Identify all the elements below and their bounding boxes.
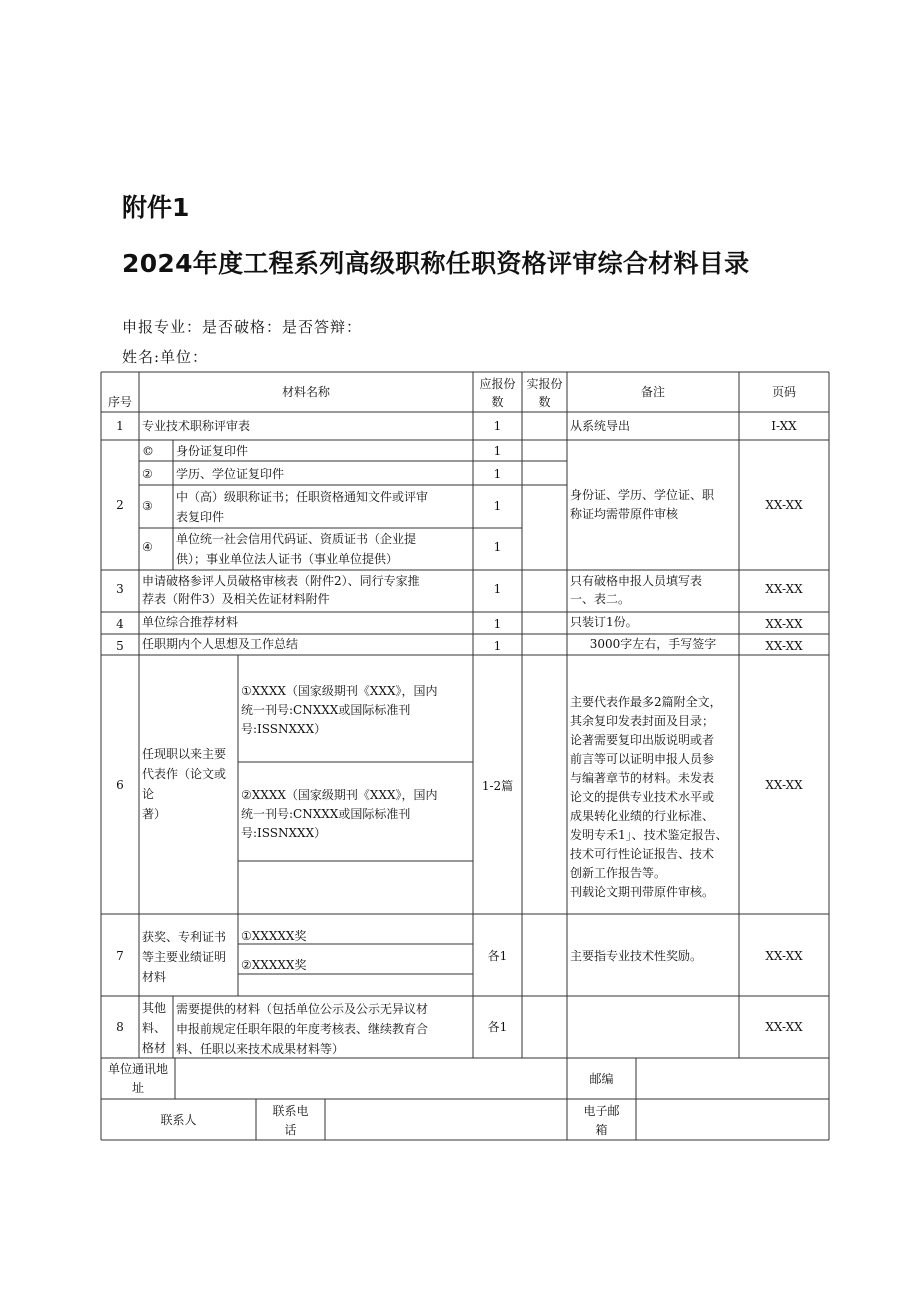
row7-item1: ①XXXXX奖 xyxy=(241,929,307,943)
footer-email-label: 电子邮 xyxy=(583,1104,620,1118)
row6-note-line5: 与编著章节的材料。未发表 xyxy=(570,771,715,785)
row2-no: 2 xyxy=(116,498,124,512)
header-page: 页码 xyxy=(771,385,796,399)
row2-sub4-name-line2: 供）；事业单位法人证书（事业单位提供） xyxy=(176,552,399,566)
row1-no: 1 xyxy=(116,419,124,433)
header-required-count: 应报份 xyxy=(479,377,516,391)
row6-item1-line1: ①XXXX（国家级期刊《XXX》，国内 xyxy=(241,684,438,698)
row6-note-line3: 论著需要复印出版说明或者 xyxy=(570,733,715,747)
row2-sub1-mark: © xyxy=(142,444,154,458)
row2-sub2-name: 学历、学位证复印件 xyxy=(176,467,285,481)
row7-item2: ②XXXXX奖 xyxy=(241,958,307,972)
row8-label-line3: 格材 xyxy=(142,1041,167,1055)
row3-name-line2: 荐表（附件3）及相关佐证材料附件 xyxy=(142,592,330,606)
row3-page: XX-XX xyxy=(765,582,803,596)
row7-page: XX-XX xyxy=(765,949,803,963)
row2-sub4-mark: ④ xyxy=(142,540,153,554)
row6-note-line4: 前言等可以证明申报人员参 xyxy=(570,752,715,766)
row7-label-line2: 等主要业绩证明 xyxy=(142,950,227,964)
row2-sub4-required: 1 xyxy=(493,540,502,554)
row8-required: 各1 xyxy=(487,1020,508,1034)
row2-sub3-required: 1 xyxy=(493,499,502,513)
row6-label-line3: 论 xyxy=(142,787,155,801)
row6-note-line7: 成果转化业绩的行业标准、 xyxy=(570,809,715,823)
row4-note: 只装订1份。 xyxy=(570,615,638,629)
row6-label-line4: 著） xyxy=(142,807,167,821)
row6-note-line11: 刊载论文期刊带原件审核。 xyxy=(570,885,715,899)
header-material-name: 材料名称 xyxy=(281,385,330,399)
row6-item1-line3: 号:ISSNXXX） xyxy=(241,722,327,736)
footer-address-label-2: 址 xyxy=(131,1081,144,1095)
row1-name: 专业技术职称评审表 xyxy=(142,419,251,433)
row4-page: XX-XX xyxy=(765,617,803,631)
row5-no: 5 xyxy=(116,639,124,653)
row2-sub1-name: 身份证复印件 xyxy=(176,444,249,458)
row7-note: 主要指专业技术性奖励。 xyxy=(570,949,703,963)
header-note: 备注 xyxy=(640,385,665,399)
row4-name: 单位综合推荐材料 xyxy=(142,615,239,629)
row3-required: 1 xyxy=(493,582,502,596)
row6-item2-line1: ②XXXX（国家级期刊《XXX》，国内 xyxy=(241,788,438,802)
page-title: 2024年度工程系列高级职称任职资格评审综合材料目录 xyxy=(122,249,750,278)
row8-label-line1: 其他 xyxy=(142,1001,167,1015)
row2-sub4-name-line1: 单位统一社会信用代码证、资质证书（企业提 xyxy=(176,532,417,546)
row6-note-line2: 其余复印发表封面及目录； xyxy=(570,714,715,728)
row7-required: 各1 xyxy=(487,949,508,963)
row6-item1-line2: 统一刊号:CNXXX或国际标准刊 xyxy=(241,703,411,717)
row2-sub3-name-line1: 中（高）级职称证书；任职资格通知文件或评审 xyxy=(176,490,429,504)
row6-note-line1: 主要代表作最多2篇附全文， xyxy=(570,695,722,709)
row6-label-line1: 任现职以来主要 xyxy=(142,747,227,761)
row8-desc-line1: 需要提供的材料（包括单位公示及公示无异议材 xyxy=(176,1002,429,1016)
row8-desc-line2: 申报前规定任职年限的年度考核表、继续教育合 xyxy=(176,1022,429,1036)
row2-sub3-name-line2: 表复印件 xyxy=(176,510,225,524)
row5-name: 任职期内个人思想及工作总结 xyxy=(142,637,299,651)
row5-note: 3000字左右，手写签字 xyxy=(589,637,717,651)
row1-required: 1 xyxy=(493,419,502,433)
row2-sub3-mark: ③ xyxy=(142,499,153,513)
row6-note-line10: 创新工作报告等。 xyxy=(570,866,667,880)
footer-contact-label: 联系人 xyxy=(160,1113,197,1127)
attachment-label: 附件1 xyxy=(122,193,190,222)
row8-desc-line3: 料、任职以来技术成果材料等） xyxy=(176,1042,345,1056)
row8-label-line2: 料、 xyxy=(142,1021,167,1035)
row6-no: 6 xyxy=(116,778,124,792)
row2-page: XX-XX xyxy=(765,498,803,512)
row2-sub2-mark: ② xyxy=(142,467,153,481)
meta-line-name: 姓名:单位： xyxy=(122,348,209,366)
row3-no: 3 xyxy=(116,582,124,596)
row8-page: XX-XX xyxy=(765,1020,803,1034)
row2-note-line2: 称证均需带原件审核 xyxy=(570,507,679,521)
header-actual-count: 实报份 xyxy=(526,377,563,391)
row4-no: 4 xyxy=(116,617,124,631)
row2-sub1-required: 1 xyxy=(493,444,502,458)
row2-note-line1: 身份证、学历、学位证、职 xyxy=(570,488,715,502)
footer-postcode-label: 邮编 xyxy=(589,1072,614,1086)
row6-label-line2: 代表作（论文或 xyxy=(142,767,227,781)
row7-no: 7 xyxy=(116,949,124,963)
row1-note: 从系统导出 xyxy=(570,419,631,433)
footer-email-label-2: 箱 xyxy=(595,1123,608,1137)
row6-page: XX-XX xyxy=(765,778,803,792)
row6-note-line8: 发明专禾1」、技术鉴定报告、 xyxy=(570,828,728,842)
row6-item2-line3: 号:ISSNXXX） xyxy=(241,826,327,840)
row1-page: I-XX xyxy=(771,419,797,433)
footer-address-label: 单位通讯地 xyxy=(107,1062,168,1076)
row6-note-line9: 技术可行性论证报告、技术 xyxy=(570,847,715,861)
row6-required: 1-2篇 xyxy=(481,779,514,793)
row8-no: 8 xyxy=(116,1020,124,1034)
row6-note-line6: 论文的提供专业技术水平或 xyxy=(570,790,715,804)
row5-page: XX-XX xyxy=(765,639,803,653)
row7-label-line1: 获奖、专利证书 xyxy=(142,930,227,944)
footer-phone-label-2: 话 xyxy=(284,1123,297,1137)
row6-item2-line2: 统一刊号:CNXXX或国际标准刊 xyxy=(241,807,411,821)
row4-required: 1 xyxy=(493,617,502,631)
header-required-count-2: 数 xyxy=(491,395,504,409)
row5-required: 1 xyxy=(493,639,502,653)
row2-sub2-required: 1 xyxy=(493,467,502,481)
header-actual-count-2: 数 xyxy=(538,395,551,409)
meta-line-specialty: 申报专业：是否破格：是否答辩： xyxy=(122,318,363,336)
footer-phone-label: 联系电 xyxy=(272,1104,309,1118)
header-no: 序号 xyxy=(107,395,132,409)
row3-note-line1: 只有破格申报人员填写表 xyxy=(570,574,703,588)
row3-name-line1: 申请破格参评人员破格审核表（附件2）、同行专家推 xyxy=(142,574,420,588)
row7-label-line3: 材料 xyxy=(142,970,167,984)
row3-note-line2: 一、表二。 xyxy=(570,592,631,606)
